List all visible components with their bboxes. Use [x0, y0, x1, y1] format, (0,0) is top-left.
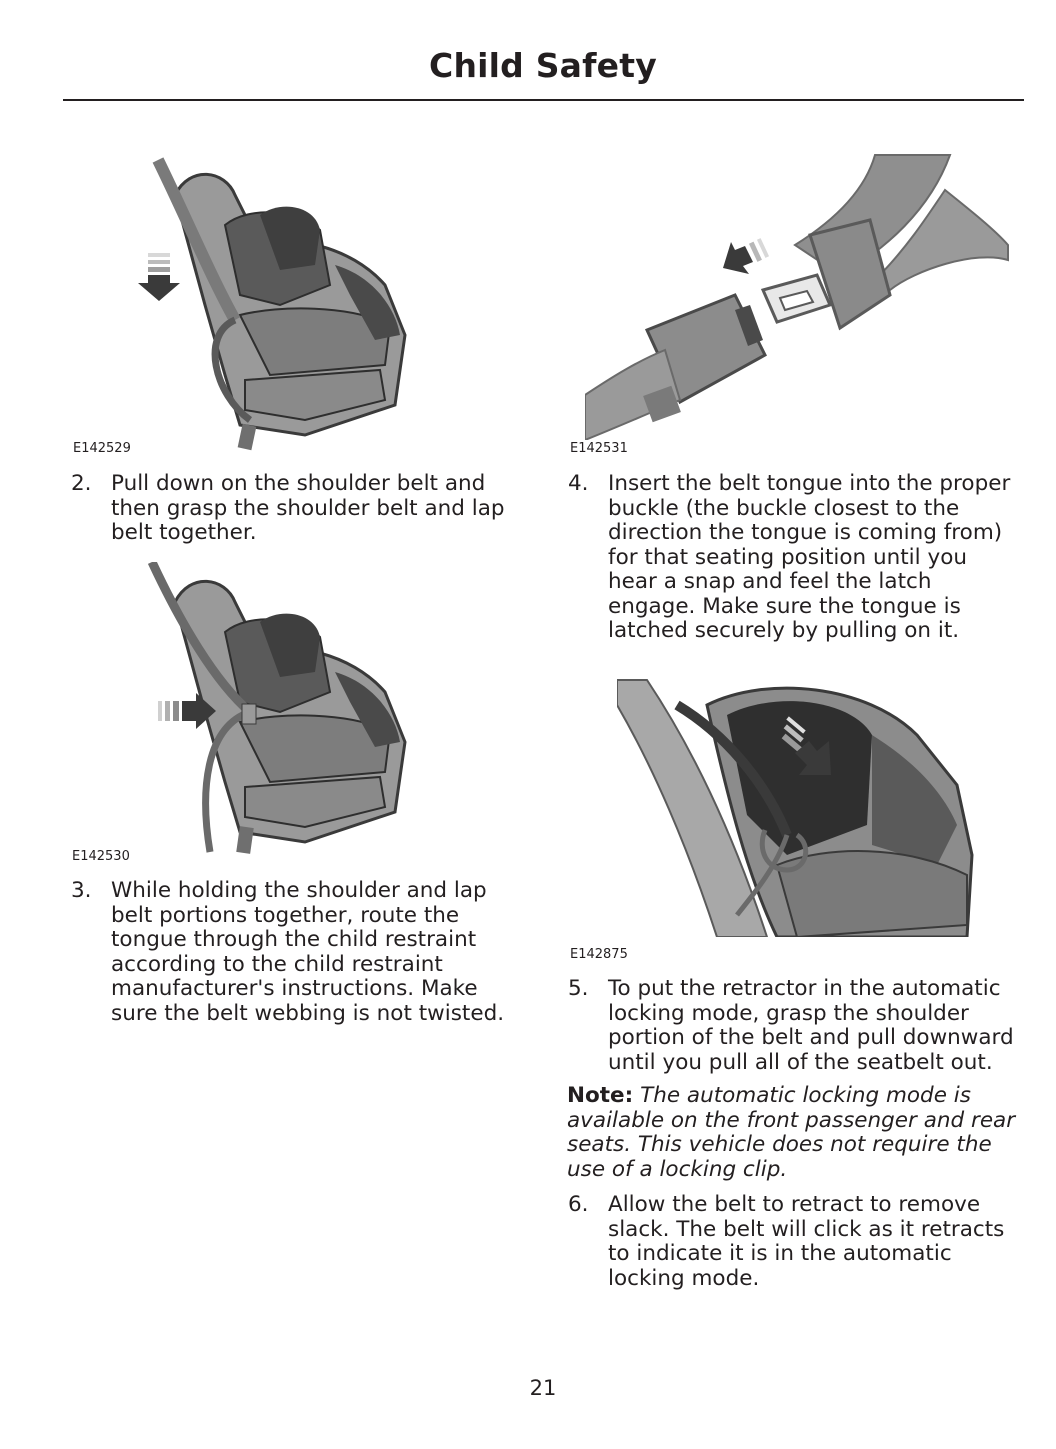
step-text: Insert the belt tongue into the proper buckle (the buckle closest to the direction the tongue is coming from) for that seating position until you hear a snap and feel the latch engage. Make sure the tongue is latched securely by pulling on it.	[608, 471, 1011, 643]
seat-closeup-illustration	[617, 675, 977, 937]
header-rule	[63, 99, 1024, 101]
note-label: Note:	[567, 1083, 634, 1108]
figure-code: E142531	[570, 441, 628, 456]
buckle-illustration	[585, 150, 1015, 440]
arrow-down-icon	[138, 253, 180, 301]
step-text: Pull down on the shoulder belt and then grasp the shoulder belt and lap belt together.	[111, 471, 505, 545]
child-seat-illustration	[130, 562, 420, 862]
note	[567, 1084, 1027, 1182]
page-title: Child Safety	[429, 46, 657, 85]
figure-code: E142530	[72, 849, 130, 864]
step-number: 6.	[568, 1192, 589, 1217]
note-text: The automatic locking mode is available on the front passenger and rear seats. This vehicle does not require the use of a locking clip.	[567, 1083, 1016, 1182]
step-number: 3.	[71, 878, 92, 903]
figure-pull-belt-out	[617, 675, 977, 937]
arrow-left-icon	[723, 238, 769, 274]
child-seat-illustration	[130, 155, 420, 455]
step-number: 5.	[568, 976, 589, 1001]
step-number: 2.	[71, 471, 92, 496]
step-text: To put the retractor in the automatic locking mode, grasp the shoulder portion of the belt and pull downward until you pull all of the seatbelt out.	[608, 976, 1014, 1075]
figure-code: E142875	[570, 947, 628, 962]
step-text: While holding the shoulder and lap belt portions together, route the tongue through the child restraint according to the child restraint manufacturer's instructions. Make sure the belt webbing is not twisted.	[111, 878, 505, 1026]
step-number: 4.	[568, 471, 589, 496]
figure-route-tongue	[130, 562, 420, 862]
figure-code: E142529	[73, 441, 131, 456]
page-number: 21	[529, 1376, 557, 1400]
step-text: Allow the belt to retract to remove slack. The belt will click as it retracts to indicate it is in the automatic locking mode.	[608, 1192, 1005, 1291]
figure-pull-shoulder-belt	[130, 155, 420, 455]
figure-insert-tongue	[585, 150, 1015, 440]
